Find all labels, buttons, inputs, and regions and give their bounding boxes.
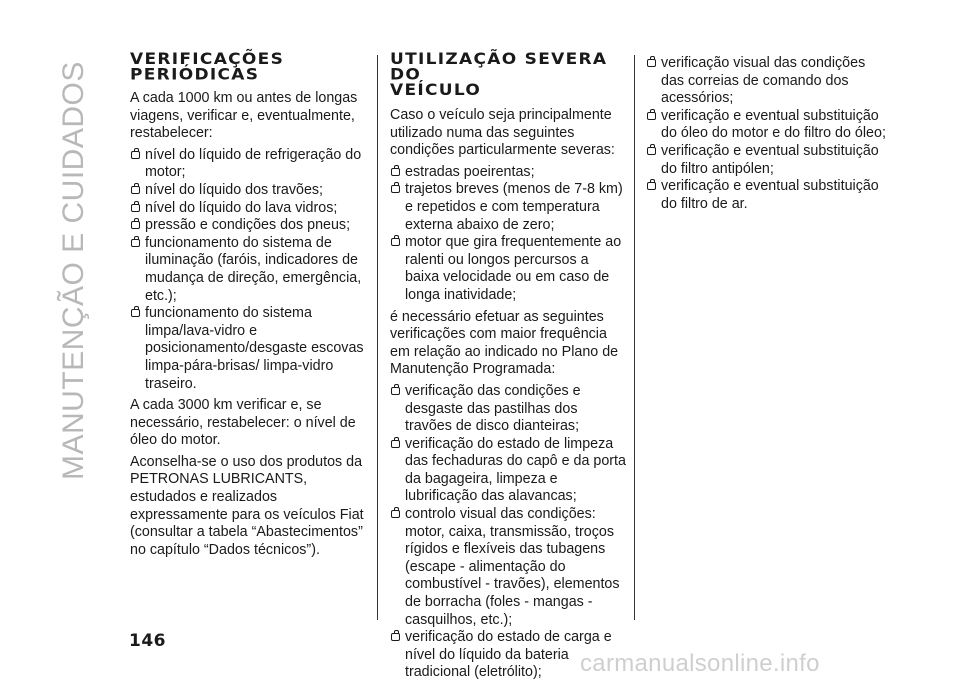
list-item [130,217,364,235]
column-divider [377,55,378,620]
checkbox-icon [131,239,140,247]
paragraph: A cada 3000 km verificar e, se necessário, restabelecer: o nível de óleo do motor. [130,397,356,449]
checkbox-icon [131,309,140,317]
list-item-text: verificação das condições e desgaste das pastilhas dos travões de disco dianteiras; [405,382,581,435]
heading-periodic-checks [130,52,364,83]
column-periodic-checks [130,52,364,563]
list-item-text: verificação do estado de limpeza das fechaduras do capô e da porta da bagageira, limpeza e lubrificação das alavancas; [405,435,626,505]
list-item [390,506,626,629]
column-divider [634,55,635,620]
list-item-text: pressão e condições dos pneus; [145,217,351,234]
list-item [646,178,886,213]
checkbox-icon [647,112,656,120]
section-side-title: MANUTENÇÃO E CUIDADOS [57,61,90,480]
checkbox-icon [391,440,400,448]
checkbox-icon [391,168,400,176]
list-item-text: estradas poeirentas; [405,163,535,180]
checkbox-icon [391,238,400,246]
checkbox-icon [131,204,140,212]
checkbox-icon [391,633,400,641]
paragraph: A cada 1000 km ou antes de longas viagens, verificar e, eventualmente, restabelecer: [130,90,358,142]
list-item-text: funcionamento do sistema de iluminação (faróis, indicadores de mudança de direção, emergência, etc.); [145,234,362,304]
list-item-text: verificação e eventual substituição do óleo do motor e do filtro do óleo; [661,107,886,142]
checkbox-icon [131,221,140,229]
paragraph: Aconselha-se o uso dos produtos da PETRONAS LUBRICANTS, estudados e realizados expressamente para os veículos Fiat (consultar a tabela “Abastecimentos” no capítulo “Dados técnicos”). [130,453,364,558]
list-item [390,383,626,436]
checkbox-icon [647,147,656,155]
list-item-text: funcionamento do sistema limpa/lava-vidro e posicionamento/desgaste escovas limpa-pára-brisas/ limpa-vidro traseiro. [145,305,364,392]
paragraph: é necessário efetuar as seguintes verificações com maior frequência em relação ao indicado no Plano de Manutenção Programada: [390,308,619,378]
list-item-text: motor que gira frequentemente ao ralenti ou longos percursos a baixa velocidade ou em caso de longa inatividade; [405,234,622,303]
heading-line: UTILIZAÇÃO SEVERA DO [390,50,608,85]
list-item-text: verificação do estado de carga e nível do líquido da bateria tradicional (eletrólito); [405,629,612,681]
checkbox-icon [391,510,400,518]
list-item-text: nível do líquido do lava vidros; [145,199,338,216]
list-item [130,147,364,182]
list-item [646,55,886,108]
column-severe-use [390,52,626,682]
list-item-text: trajetos breves (menos de 7-8 km) e repetidos e com temperatura externa abaixo de zero; [405,181,623,233]
checkbox-icon [647,182,656,190]
checkbox-icon [391,387,400,395]
page-number: 146 [129,631,166,651]
paragraph: Caso o veículo seja principalmente utilizado numa das seguintes condições particularmente severas: [390,107,615,159]
list-item [646,143,886,178]
list-item [130,235,364,305]
list-item [130,182,364,200]
checkbox-icon [391,185,400,193]
heading-line: VEÍCULO [390,81,482,100]
list-item-text: verificação visual das condições das correias de comando dos acessórios; [661,55,866,107]
checkbox-icon [131,151,140,159]
list-item [130,305,364,393]
list-item [390,436,626,506]
list-item [390,234,626,304]
heading-line: PERIÓDICAS [130,65,260,85]
column-severe-use-continued [646,55,886,213]
list-item-text: nível do líquido dos travões; [145,181,324,198]
list-item [390,181,626,234]
list-item [390,164,626,182]
list-item-text: nível do líquido de refrigeração do motor; [145,146,362,181]
heading-severe-use [390,52,626,99]
list-item-text: controlo visual das condições: motor, caixa, transmissão, troços rígidos e flexíveis das tubagens (escape - alimentação do combustível - travões), elementos de borracha (foles - mangas - casquilhos, etc.); [405,506,620,628]
heading-line: VERIFICAÇÕES [130,50,285,69]
checkbox-icon [647,59,656,67]
list-item-text: verificação e eventual substituição do filtro antipólen; [661,142,879,177]
list-item [646,108,886,143]
watermark: carmanualsonline.info [580,650,820,677]
list-item [130,200,364,218]
checkbox-icon [131,186,140,194]
list-item-text: verificação e eventual substituição do filtro de ar. [661,178,879,212]
